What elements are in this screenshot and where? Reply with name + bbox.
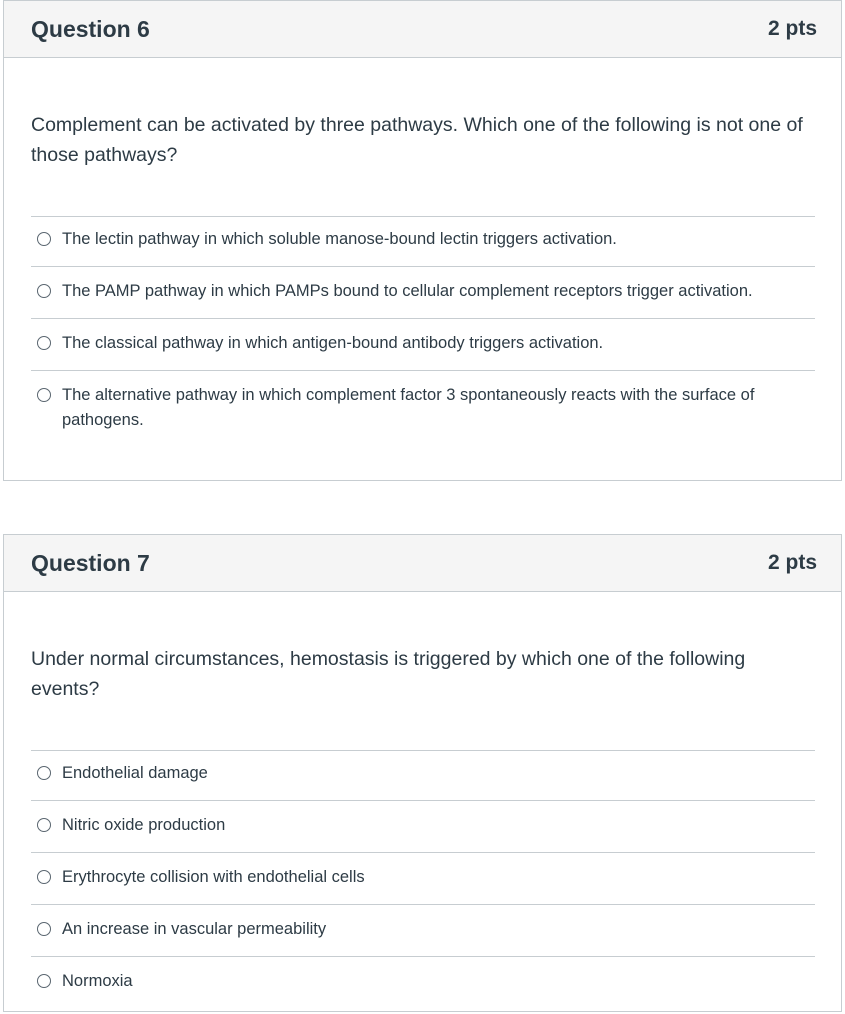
question-points: 2 pts [767,551,817,574]
question-7-card [3,534,842,1012]
question-title: Question 6 [31,15,150,42]
question-header [4,1,841,58]
answer-label[interactable]: An increase in vascular permeability [62,920,327,938]
answer-option[interactable] [31,370,815,447]
radio-button[interactable] [37,974,51,988]
answer-label[interactable]: The lectin pathway in which soluble manose-bound lectin triggers activation. [62,230,617,248]
radio-button[interactable] [37,336,51,350]
question-title: Question 7 [31,549,150,576]
answer-option[interactable] [31,216,815,266]
radio-button[interactable] [37,284,51,298]
question-text: Complement can be activated by three pathways. Which one of the following is not one of those pathways? [31,114,803,166]
answer-option[interactable] [31,852,815,904]
radio-button[interactable] [37,818,51,832]
answer-option[interactable] [31,318,815,370]
radio-button[interactable] [37,922,51,936]
answer-option[interactable] [31,904,815,956]
radio-button[interactable] [37,232,51,246]
question-points: 2 pts [767,17,817,40]
answer-label[interactable]: Normoxia [62,972,133,990]
answer-label[interactable]: Nitric oxide production [62,816,226,834]
answer-list [31,216,815,447]
answer-option[interactable] [31,266,815,318]
answer-option[interactable] [31,750,815,800]
answer-label[interactable]: The classical pathway in which antigen-bound antibody triggers activation. [62,334,604,352]
question-text: Under normal circumstances, hemostasis is triggered by which one of the following events? [31,648,746,700]
answer-list [31,750,815,1008]
radio-button[interactable] [37,388,51,402]
answer-option[interactable] [31,800,815,852]
answer-label[interactable]: Endothelial damage [62,764,208,782]
answer-option[interactable] [31,956,815,1008]
answer-label[interactable]: The alternative pathway in which complement factor 3 spontaneously reacts with the surface of pathogens. [62,386,755,429]
question-header [4,535,841,592]
answer-label[interactable]: The PAMP pathway in which PAMPs bound to cellular complement receptors trigger activation. [62,282,753,300]
answer-label[interactable]: Erythrocyte collision with endothelial cells [62,868,365,886]
radio-button[interactable] [37,766,51,780]
question-6-card [3,0,842,481]
radio-button[interactable] [37,870,51,884]
